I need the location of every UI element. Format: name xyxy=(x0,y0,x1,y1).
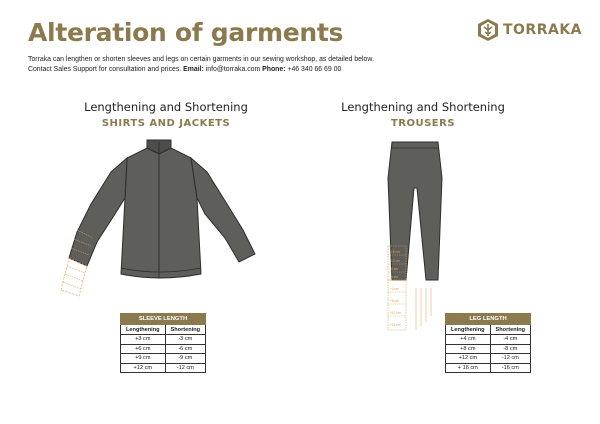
brand-name: TORRAKA xyxy=(502,22,582,38)
table-cell: -3 cm xyxy=(165,335,205,345)
leg-mark-label: +12 cm xyxy=(390,311,401,315)
leg-mark-label: +8 cm xyxy=(390,299,399,303)
table-cell: + 16 cm xyxy=(446,363,491,373)
column-header: Shortening xyxy=(490,325,530,335)
leg-mark-label: +4 cm xyxy=(390,287,399,291)
shirts-heading: Lengthening and Shortening xyxy=(84,100,248,114)
email-label: Email: xyxy=(183,66,204,73)
trousers-subheading: TROUSERS xyxy=(390,118,456,129)
table-cell: +6 cm xyxy=(121,344,166,354)
table-row xyxy=(121,335,206,345)
column-header: Lengthening xyxy=(446,325,491,335)
email-value[interactable]: info@torraka.com xyxy=(205,66,261,73)
phone-label: Phone: xyxy=(262,66,286,73)
table-cell: +9 cm xyxy=(121,354,166,364)
leg-table-caption: LEG LENGTH xyxy=(446,314,531,325)
jacket-body xyxy=(121,148,201,278)
intro-contact-text: Contact Sales Support for consultation and prices. xyxy=(28,66,182,73)
table-cell: +12 cm xyxy=(446,354,491,364)
table-cell: +3 cm xyxy=(121,335,166,345)
column-header: Lengthening xyxy=(121,325,166,335)
table-cell: -12 cm xyxy=(165,363,205,373)
torraka-logo-icon xyxy=(477,18,499,42)
phone-value: +46 340 66 69 00 xyxy=(287,66,342,73)
intro-text xyxy=(28,55,568,75)
table-row xyxy=(446,363,531,373)
sleeve-table-caption: SLEEVE LENGTH xyxy=(121,314,206,325)
intro-line-2 xyxy=(28,65,568,75)
table-row xyxy=(446,354,531,364)
table-row xyxy=(121,354,206,364)
trousers-heading-block xyxy=(303,100,543,129)
trousers-illustration xyxy=(380,138,450,338)
table-row xyxy=(121,344,206,354)
jacket-right-sleeve xyxy=(191,158,255,262)
table-cell: -4 cm xyxy=(490,335,530,345)
brand-logo xyxy=(477,18,582,42)
leg-mark-label: -12 cm xyxy=(390,259,400,263)
table-cell: -9 cm xyxy=(165,354,205,364)
table-cell: -8 cm xyxy=(490,344,530,354)
column-header: Shortening xyxy=(165,325,205,335)
intro-line-1: Torraka can lengthen or shorten sleeves and legs on certain garments in our sewing workshop, as detailed below. xyxy=(28,56,374,63)
leg-mark-label: -16 cm xyxy=(390,250,400,254)
leg-length-table xyxy=(445,313,531,373)
sleeve-length-table xyxy=(120,313,206,373)
shirts-heading-block xyxy=(46,100,286,129)
shirts-subheading: SHIRTS AND JACKETS xyxy=(101,118,231,129)
leg-mark-label: +16 cm xyxy=(390,323,401,327)
table-cell: -16 cm xyxy=(490,363,530,373)
table-cell: -12 cm xyxy=(490,354,530,364)
leg-mark-label: -4 cm xyxy=(390,275,398,279)
page-title: Alteration of garments xyxy=(28,18,344,47)
table-cell: +4 cm xyxy=(446,335,491,345)
table-row xyxy=(446,335,531,345)
trousers-heading: Lengthening and Shortening xyxy=(341,100,505,114)
table-row xyxy=(121,363,206,373)
jacket-illustration xyxy=(55,138,265,308)
table-cell: -6 cm xyxy=(165,344,205,354)
table-cell: +8 cm xyxy=(446,344,491,354)
leg-mark-label: -8 cm xyxy=(390,267,398,271)
table-row xyxy=(446,344,531,354)
table-cell: +12 cm xyxy=(121,363,166,373)
jacket-left-sleeve xyxy=(69,158,127,266)
